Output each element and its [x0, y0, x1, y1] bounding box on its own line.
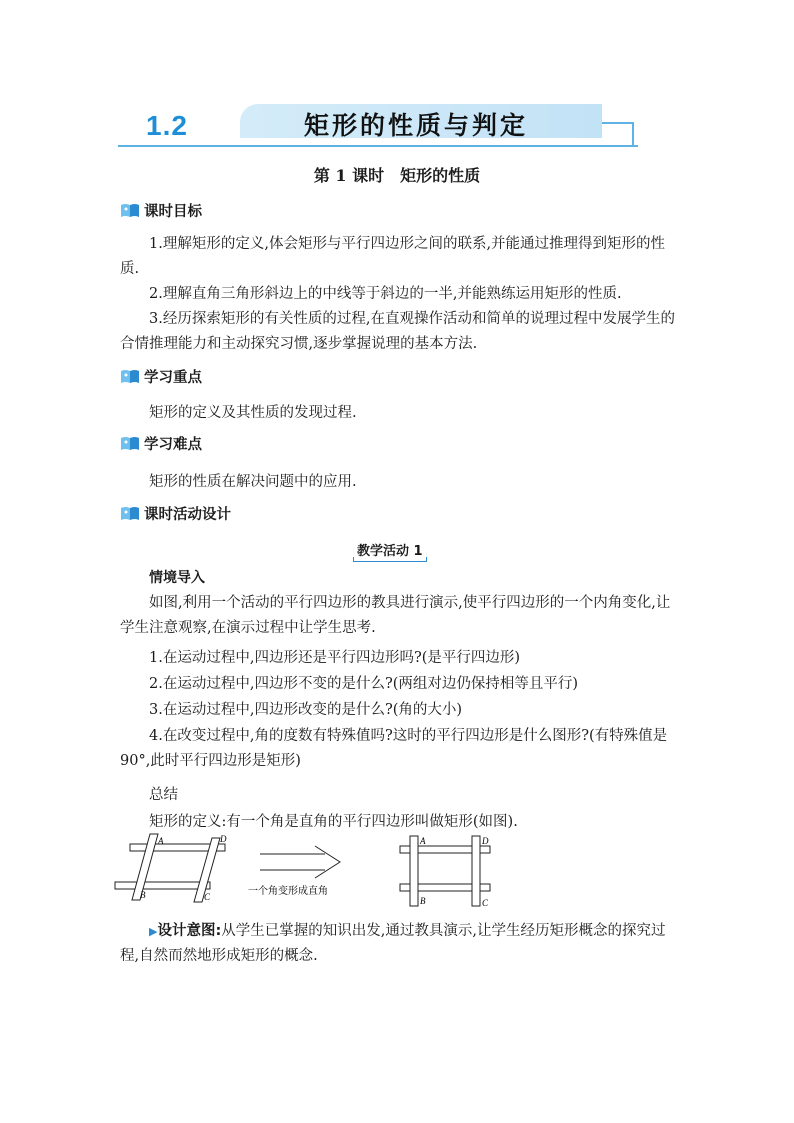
arrow-caption: 一个角变形成直角	[248, 886, 328, 897]
lesson-title: 第 1 课时 矩形的性质	[313, 166, 481, 185]
key-points-heading: 学习重点	[120, 366, 202, 386]
banner-corner	[632, 122, 634, 147]
label-right-a: A	[420, 836, 426, 846]
triangle-marker-icon: ▶	[149, 925, 158, 938]
design-intent-text: 从学生已掌握的知识出发,通过教具演示,让学生经历矩形概念的探究过程,自然而然地形成矩形的概念.	[120, 923, 666, 964]
intro-heading: 情境导入	[149, 570, 205, 586]
goal-item-3: 3.经历探索矩形的有关性质的过程,在直观操作活动和简单的说理过程中发展学生的合情推理能力和主动探究习惯,逐步掌握说理的基本方法.	[120, 311, 675, 352]
difficulties-text: 矩形的性质在解决问题中的应用.	[149, 474, 357, 490]
label-left-c: C	[204, 892, 211, 902]
book-icon	[120, 435, 140, 451]
label-right-c: C	[482, 898, 489, 908]
difficulties-heading: 学习难点	[120, 433, 202, 453]
rectangle-figure	[400, 836, 490, 906]
question-2: 2.在运动过程中,四边形不变的是什么?(两组对边仍保持相等且平行)	[149, 676, 579, 692]
label-right-b: B	[420, 896, 426, 906]
goals-heading: 课时目标	[120, 200, 202, 220]
section-number: 1.2	[146, 110, 188, 141]
label-left-d: D	[220, 834, 227, 844]
banner-corner-top	[602, 122, 634, 124]
parallelogram-to-rectangle-figure	[110, 832, 510, 912]
section-title: 矩形的性质与判定	[304, 111, 529, 140]
label-left-a: A	[158, 836, 164, 846]
design-intent-label: 设计意图:	[157, 923, 222, 939]
question-3: 3.在运动过程中,四边形改变的是什么?(角的大小)	[149, 702, 463, 718]
transform-arrow	[260, 846, 340, 878]
definition-text: 矩形的定义:有一个角是直角的平行四边形叫做矩形(如图).	[149, 814, 518, 830]
key-points-text: 矩形的定义及其性质的发现过程.	[149, 405, 357, 421]
goal-item-2: 2.理解直角三角形斜边上的中线等于斜边的一半,并能熟练运用矩形的性质.	[149, 286, 622, 302]
summary-heading: 总结	[149, 787, 178, 803]
banner-underline	[118, 145, 638, 147]
book-icon	[120, 202, 140, 218]
design-heading: 课时活动设计	[120, 503, 231, 523]
label-right-d: D	[482, 836, 489, 846]
book-icon	[120, 368, 140, 384]
intro-text: 如图,利用一个活动的平行四边形的教具进行演示,使平行四边形的一个内角变化,让学生注意观察,在演示过程中让学生思考.	[120, 595, 671, 636]
question-1: 1.在运动过程中,四边形还是平行四边形吗?(是平行四边形)	[149, 650, 521, 666]
label-left-b: B	[140, 890, 146, 900]
design-intent	[120, 919, 680, 969]
activity-label: 教学活动 1	[355, 540, 425, 562]
book-icon	[120, 505, 140, 521]
goal-item-1: 1.理解矩形的定义,体会矩形与平行四边形之间的联系,并能通过推理得到矩形的性质.	[120, 236, 666, 277]
question-4: 4.在改变过程中,角的度数有特殊值吗?这时的平行四边形是什么图形?(有特殊值是 90°,此时平行四边形是矩形)	[120, 728, 668, 769]
section-banner	[118, 100, 638, 152]
